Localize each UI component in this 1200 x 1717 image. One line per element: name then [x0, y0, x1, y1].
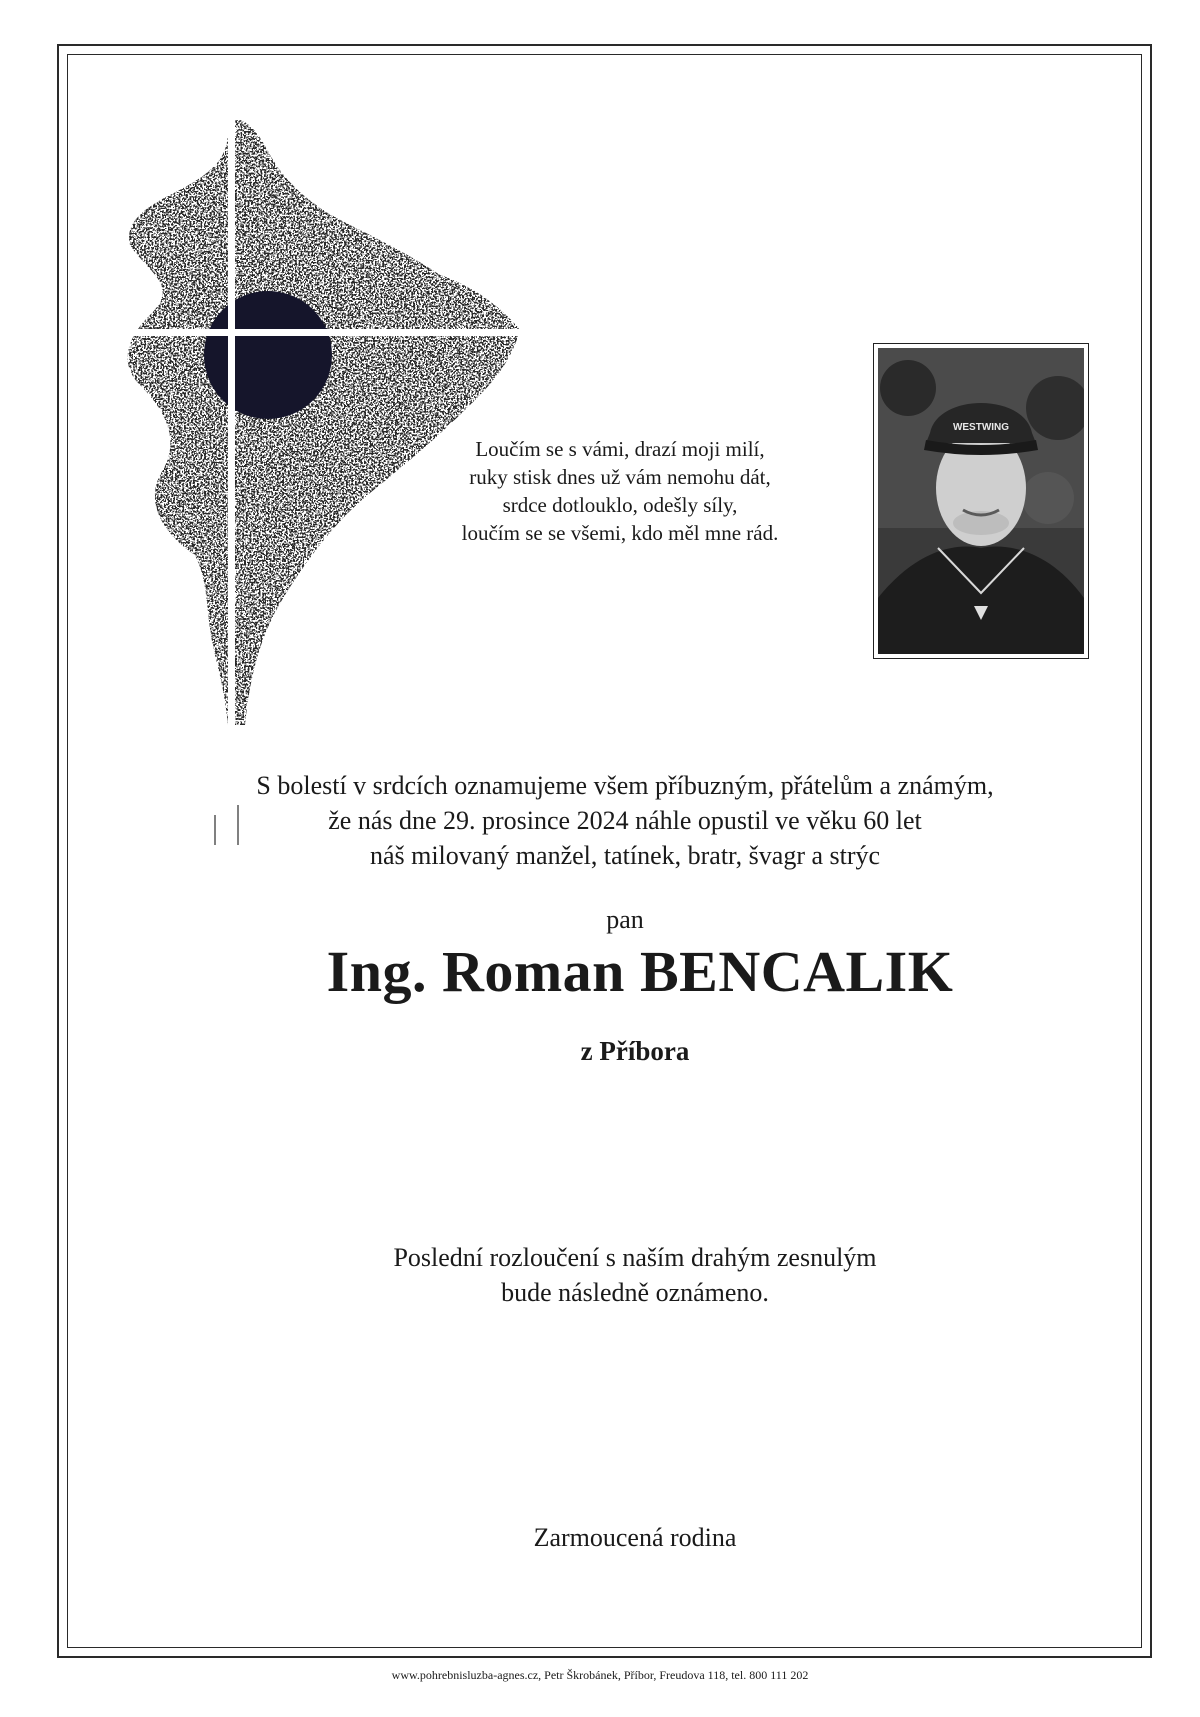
poem-line: srdce dotlouklo, odešly síly, [502, 493, 738, 517]
farewell-line: Poslední rozloučení s naším drahým zesnulým [393, 1243, 877, 1272]
speckled-texture [128, 120, 520, 725]
sun-circle [204, 291, 332, 419]
poem-line: ruky stisk dnes už vám nemohu dát, [469, 465, 771, 489]
deceased-origin: z Příbora [580, 1036, 690, 1066]
announcement-line: náš milovaný manžel, tatínek, bratr, švagr a strýc [369, 841, 881, 870]
farewell-line: bude následně oznámeno. [501, 1278, 769, 1307]
announcement-line: že nás dne 29. prosince 2024 náhle opustil ve věku 60 let [328, 806, 922, 835]
deceased-name: Ing. Roman BENCALIK [326, 939, 954, 1004]
funeral-service-footer: www.pohrebnisluzba-agnes.cz, Petr Škrobánek, Příbor, Freudova 118, tel. 800 111 202 [391, 1668, 809, 1682]
portrait-photo [878, 348, 1084, 654]
cross-vertical-beam [228, 115, 235, 845]
death-announcement [150, 768, 1100, 873]
cross-horizontal-beam [122, 329, 530, 336]
farewell-notice [150, 1240, 1120, 1310]
portrait-frame [873, 343, 1089, 659]
honorific: pan [606, 905, 644, 934]
memorial-poem [380, 435, 860, 547]
poem-line: Loučím se s vámi, drazí moji milí, [475, 437, 765, 461]
poem-line: loučím se se všemi, kdo měl mne rád. [461, 521, 779, 545]
announcement-line: S bolestí v srdcích oznamujeme všem příbuzným, přátelům a známým, [256, 771, 994, 800]
family-signature: Zarmoucená rodina [533, 1523, 737, 1552]
cap-logo-text: WESTWING [952, 422, 1010, 433]
